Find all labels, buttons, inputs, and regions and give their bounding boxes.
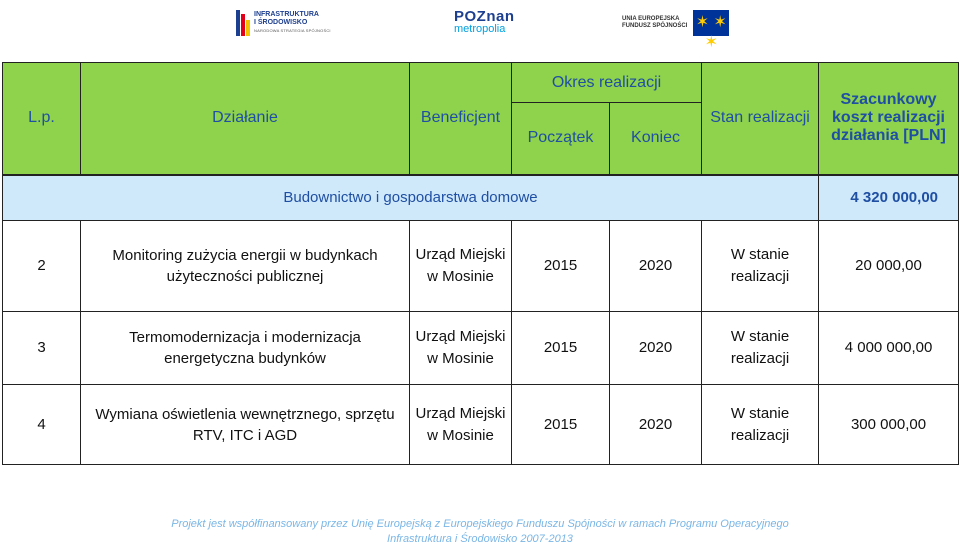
- row-lp: 4: [3, 385, 81, 465]
- infra-logo-line1: INFRASTRUKTURA: [254, 11, 319, 18]
- row-beneficiary: Urząd Miejski w Mosinie: [410, 221, 512, 312]
- row-end: 2020: [610, 385, 702, 465]
- table-row: [3, 221, 959, 312]
- infra-logo-line3: NARODOWA STRATEGIA SPÓJNOŚCI: [254, 28, 331, 33]
- table-row: [3, 385, 959, 465]
- footer-line2: Infrastruktura i Środowisko 2007-2013: [387, 533, 573, 545]
- footer-note: [0, 517, 960, 547]
- row-beneficiary: Urząd Miejski w Mosinie: [410, 385, 512, 465]
- infrastruktura-logo: [236, 6, 331, 40]
- row-action: Termomodernizacja i modernizacja energetyczna budynków: [81, 312, 410, 385]
- header-cost: Szacunkowy koszt realizacji działania [PLN]: [819, 63, 959, 175]
- row-status: W stanie realizacji: [702, 312, 819, 385]
- row-beneficiary: Urząd Miejski w Mosinie: [410, 312, 512, 385]
- row-status: W stanie realizacji: [702, 221, 819, 312]
- row-lp: 2: [3, 221, 81, 312]
- row-status: W stanie realizacji: [702, 385, 819, 465]
- row-end: 2020: [610, 221, 702, 312]
- poznan-logo-sub: metropolia: [454, 23, 506, 35]
- header-action: Działanie: [81, 63, 410, 175]
- section-row: [3, 175, 959, 221]
- poznan-metropolia-logo: [454, 6, 515, 40]
- ue-logo-line1: UNIA EUROPEJSKA: [622, 16, 680, 22]
- header-lp: L.p.: [3, 63, 81, 175]
- row-action: Wymiana oświetlenia wewnętrznego, sprzętu RTV, ITC i AGD: [81, 385, 410, 465]
- row-start: 2015: [512, 385, 610, 465]
- action-plan-table: [2, 62, 959, 465]
- row-start: 2015: [512, 312, 610, 385]
- header-period: Okres realizacji: [512, 63, 702, 103]
- header-status: Stan realizacji: [702, 63, 819, 175]
- row-action: Monitoring zużycia energii w budynkach użyteczności publicznej: [81, 221, 410, 312]
- header-end: Koniec: [610, 103, 702, 175]
- eu-flag-icon: ✶ ✶ ✶: [693, 10, 729, 36]
- infra-logo-line2: I ŚRODOWISKO: [254, 19, 308, 26]
- row-start: 2015: [512, 221, 610, 312]
- header-start: Początek: [512, 103, 610, 175]
- section-title: Budownictwo i gospodarstwa domowe: [3, 175, 819, 221]
- row-cost: 4 000 000,00: [819, 312, 959, 385]
- row-cost: 20 000,00: [819, 221, 959, 312]
- eu-cohesion-fund-logo: [622, 6, 729, 51]
- section-amount: 4 320 000,00: [819, 175, 959, 221]
- table-row: [3, 312, 959, 385]
- infrastruktura-logo-mark-icon: [236, 10, 250, 36]
- row-end: 2020: [610, 312, 702, 385]
- ue-logo-line2: FUNDUSZ SPÓJNOŚCI: [622, 23, 688, 29]
- row-cost: 300 000,00: [819, 385, 959, 465]
- row-lp: 3: [3, 312, 81, 385]
- header-beneficiary: Beneficjent: [410, 63, 512, 175]
- footer-line1: Projekt jest współfinansowany przez Unię Europejską z Europejskiego Funduszu Spójności w ramach Programu Operacyjnego: [171, 518, 789, 530]
- poznan-logo-main: POZnan: [454, 8, 515, 25]
